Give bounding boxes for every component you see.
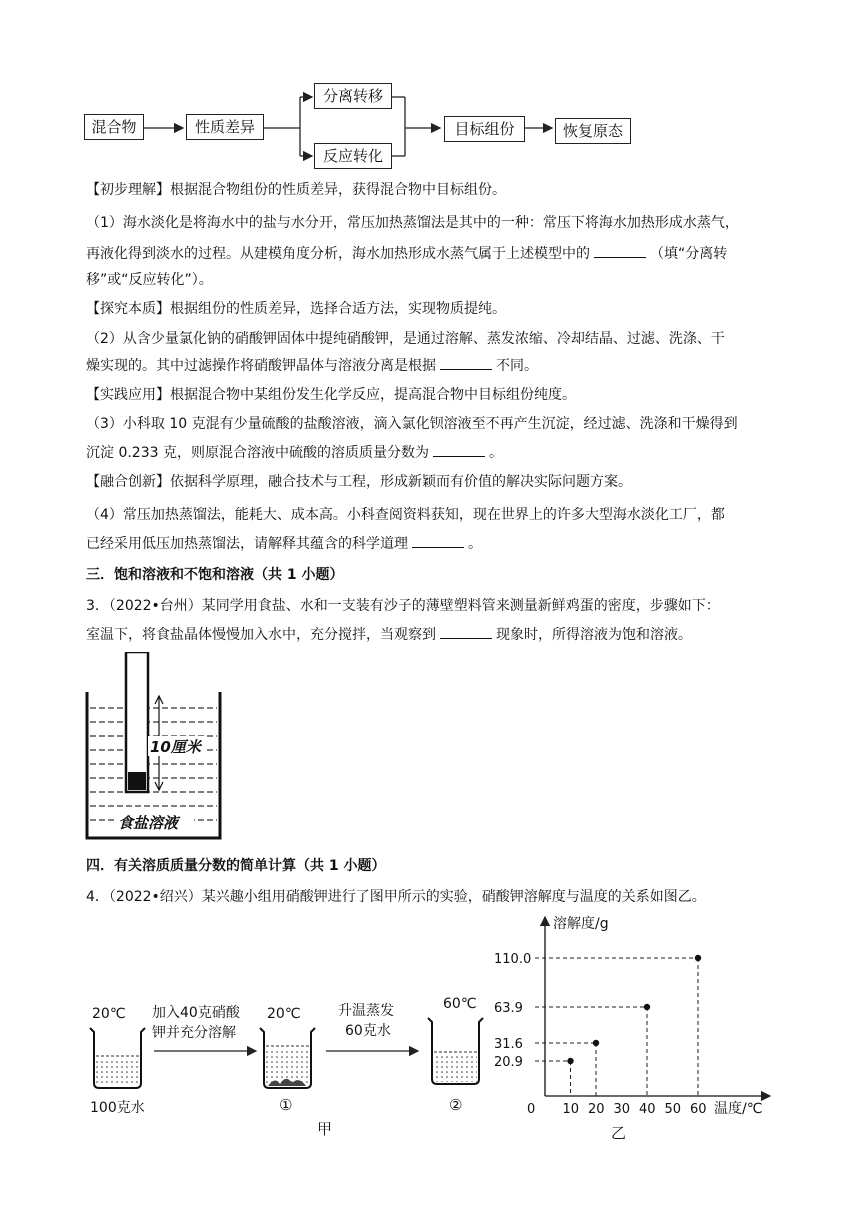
beaker-2 — [260, 1028, 315, 1088]
question3-line1: 3．（2022•台州）某同学用食盐、水和一支装有沙子的薄壁塑料管来测量新鲜鸡蛋的密度，步骤如下： — [86, 598, 720, 614]
step1-label-line2: 钾并充分溶解 — [152, 1025, 236, 1041]
step1-label-line1: 加入40克硝酸 — [152, 1005, 240, 1021]
q4-text-a: 已经采用低压加热蒸馏法，请解释其蕴含的科学道理 — [86, 536, 408, 552]
step2-label-line2: 60克水 — [345, 1023, 391, 1039]
paragraph-explore: 【探究本质】根据组份的性质差异，选择合适方法，实现物质提纯。 — [86, 301, 506, 317]
plastic-tube — [126, 652, 148, 792]
solution-lines — [90, 708, 217, 820]
flow-arrows — [0, 0, 860, 175]
answer-blank-1[interactable] — [594, 243, 646, 258]
water-label: 100克水 — [90, 1100, 145, 1116]
paragraph-innovation: 【融合创新】依据科学原理，融合技术与工程，形成新颖而有价值的解决实际问题方案。 — [86, 474, 632, 490]
solubility-chart — [480, 905, 790, 1145]
label-1: ① — [279, 1096, 293, 1114]
section3-heading: 三．饱和溶液和不饱和溶液（共 1 小题） — [86, 567, 344, 583]
paragraph-q3-line1: （3）小科取 10 克混有少量硫酸的盐酸溶液，滴入氯化钡溶液至不再产生沉淀，经过滤、洗涤和干燥得到 — [86, 416, 738, 432]
data-point — [695, 955, 701, 961]
data-point — [567, 1058, 573, 1064]
paragraph-q1-line3: 移”或“反应转化”）。 — [86, 272, 213, 288]
sand — [128, 772, 146, 790]
paragraph-q4-line2 — [86, 533, 482, 554]
question3-line2 — [86, 624, 692, 645]
y-tick-label: 20.9 — [494, 1055, 523, 1070]
beaker-1 — [90, 1028, 145, 1088]
paragraph-q1-line2 — [86, 243, 727, 264]
x-tick-label: 60 — [690, 1102, 707, 1117]
step2-label-line1: 升温蒸发 — [338, 1003, 394, 1019]
y-axis-label: 溶解度/g — [553, 916, 609, 932]
flow-restore: 恢复原态 — [555, 118, 631, 144]
flow-mixture: 混合物 — [84, 114, 144, 140]
paragraph-q4-line1: （4）常压加热蒸馏法，能耗大、成本高。小科查阅资料获知，现在世界上的许多大型海水淡化工厂，都 — [86, 507, 725, 523]
beaker-3 — [428, 1018, 483, 1084]
section4-heading: 四．有关溶质质量分数的简单计算（共 1 小题） — [86, 858, 386, 874]
y-tick-label: 63.9 — [494, 1001, 523, 1016]
x-tick-label: 50 — [664, 1102, 682, 1117]
tube-in-salt-solution-figure — [84, 652, 224, 844]
q1-text-a: 再液化得到淡水的过程。从建模角度分析，海水加热形成水蒸气属于上述模型中的 — [86, 246, 590, 262]
q4-text-b: 。 — [468, 536, 482, 552]
flow-property-difference: 性质差异 — [186, 114, 264, 140]
data-point — [593, 1040, 599, 1046]
data-point — [644, 1004, 650, 1010]
x-axis-label: 温度/℃ — [714, 1101, 763, 1117]
temp-label-1: 20℃ — [92, 1006, 126, 1022]
flow-reaction: 反应转化 — [314, 143, 392, 169]
flow-separation: 分离转移 — [314, 83, 392, 109]
x-tick-label: 20 — [588, 1102, 605, 1117]
q-s3-text-b: 现象时，所得溶液为饱和溶液。 — [496, 627, 692, 643]
paragraph-preliminary: 【初步理解】根据混合物组份的性质差异，获得混合物中目标组份。 — [86, 182, 506, 198]
answer-blank-4[interactable] — [412, 533, 464, 548]
figure-jia — [80, 990, 500, 1140]
x-tick-label: 30 — [613, 1102, 631, 1117]
q2-text-b: 不同。 — [496, 358, 538, 374]
label-2: ② — [449, 1096, 463, 1114]
paragraph-q2-line2 — [86, 355, 538, 376]
paragraph-q2-line1: （2）从含少量氯化钠的硝酸钾固体中提纯硝酸钾，是通过溶解、蒸发浓缩、冷却结晶、过滤、洗涤、干 — [86, 331, 725, 347]
temp-label-3: 60℃ — [443, 996, 477, 1012]
caption-jia: 甲 — [317, 1120, 333, 1138]
q-s3-text-a: 室温下，将食盐晶体慢慢加入水中，充分搅拌，当观察到 — [86, 627, 436, 643]
salt-solution-label: 食盐溶液 — [118, 814, 179, 832]
temp-label-2: 20℃ — [267, 1006, 301, 1022]
paragraph-q1-line1: （1）海水淡化是将海水中的盐与水分开，常压加热蒸馏法是其中的一种：常压下将海水加热形成水蒸气， — [86, 215, 739, 231]
q2-text-a: 燥实现的。其中过滤操作将硝酸钾晶体与溶液分离是根据 — [86, 358, 436, 374]
q3-text-b: 。 — [488, 445, 503, 461]
answer-blank-2[interactable] — [440, 355, 492, 370]
q3-text-a: 沉淀 0.233 克，则原混合溶液中硫酸的溶质质量分数为 — [86, 445, 429, 461]
x-tick-label: 10 — [562, 1102, 580, 1117]
y-tick-label: 31.6 — [494, 1037, 523, 1052]
answer-blank-5[interactable] — [440, 624, 492, 639]
paragraph-practice: 【实践应用】根据混合物中某组份发生化学反应，提高混合物中目标组份纯度。 — [86, 387, 576, 403]
x-tick-label: 40 — [639, 1102, 656, 1117]
q1-text-b: （填“分离转 — [650, 246, 728, 262]
answer-blank-3[interactable] — [433, 442, 485, 457]
paragraph-q3-line2 — [86, 442, 503, 463]
height-label: 10厘米 — [150, 738, 201, 756]
x-tick-label: 0 — [527, 1102, 536, 1117]
question4-text: 4．（2022•绍兴）某兴趣小组用硝酸钾进行了图甲所示的实验，硝酸钾溶解度与温度的关系如图乙。 — [86, 889, 706, 905]
flow-target-component: 目标组份 — [444, 116, 525, 142]
y-tick-label: 110.0 — [494, 952, 532, 967]
caption-yi: 乙 — [611, 1124, 627, 1142]
